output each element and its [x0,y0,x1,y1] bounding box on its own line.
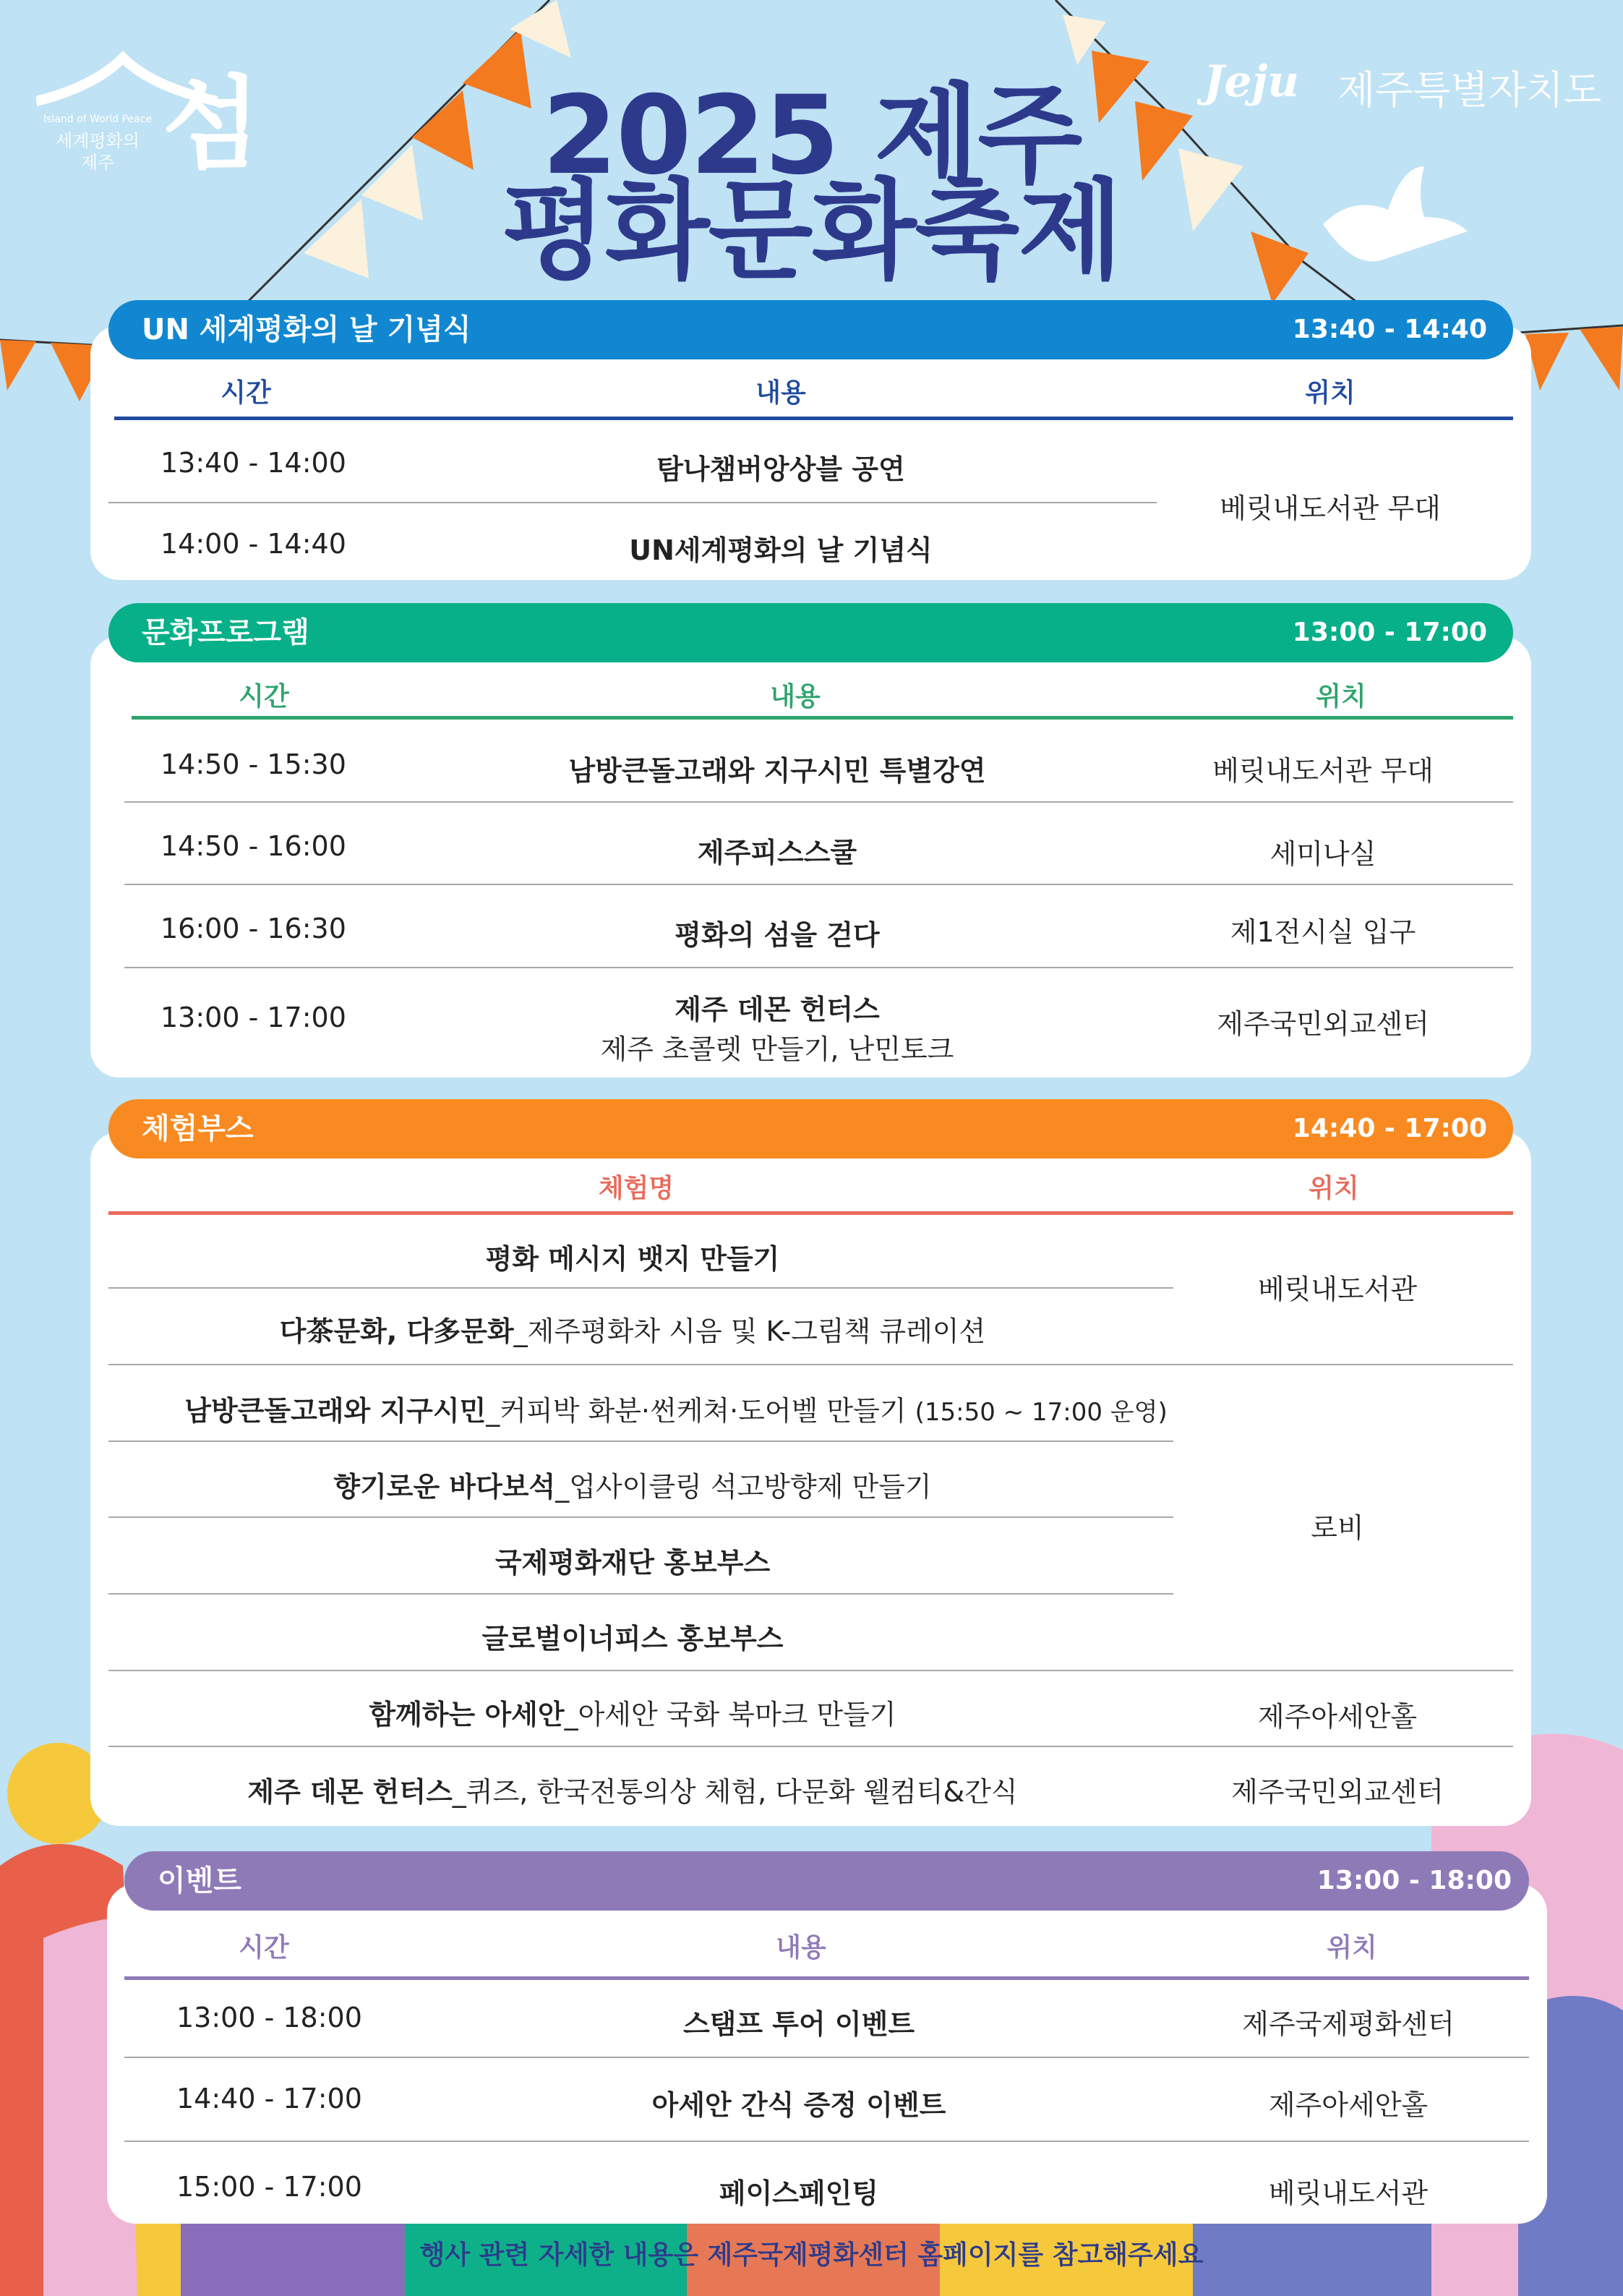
experience-section-time: 14:40 - 17:00 [1292,1114,1487,1143]
event-header-time: 시간 [239,1933,289,1963]
experience-row-divider [108,1441,1173,1442]
culture-header-time: 시간 [239,682,289,712]
experience-row-title: 제주 데몬 헌터스 [247,1776,453,1808]
experience-location: 제주국민외교센터 [1231,1776,1444,1808]
culture-row-time: 16:00 - 16:30 [160,913,346,944]
culture-row-divider [124,884,1513,885]
event-row-content: 스탬프 투어 이벤트 [682,2008,915,2040]
experience-row-title: 평화 메시지 뱃지 만들기 [485,1243,780,1275]
culture-row-location: 제주국민외교센터 [1217,1008,1429,1040]
culture-header-content: 내용 [770,682,821,712]
experience-row-divider [108,1670,1513,1671]
culture-row-location: 베릿내도서관 무대 [1212,755,1434,787]
event-row-content: 아세안 간식 증정 이벤트 [651,2089,946,2121]
un-header-time: 시간 [220,378,271,408]
experience-row-divider [108,1516,1173,1518]
experience-section-header [108,1099,1513,1158]
experience-row-divider [108,1287,1173,1289]
experience-section-title: 체험부스 [142,1112,254,1145]
event-section-title: 이벤트 [158,1864,241,1898]
culture-row-location: 세미나실 [1269,838,1376,870]
un-row-content: UN세계평화의 날 기념식 [629,534,933,566]
experience-row-divider [108,1746,1513,1747]
experience-row-title: 다茶문화, 다多문화 [279,1315,514,1347]
culture-row-content: 제주피스스쿨 [697,837,857,869]
culture-row-divider [124,967,1513,968]
event-section-header [124,1851,1529,1911]
culture-row-content-sub: 제주 초콜렛 만들기, 난민토크 [600,1033,954,1065]
experience-row-title: 향기로운 바다보석 [333,1471,556,1503]
un-header-content: 내용 [755,378,806,408]
event-row-time: 14:40 - 17:00 [176,2083,362,2114]
experience-row [108,1237,1157,1276]
experience-row-detail: _퀴즈, 한국전통의상 체험, 다문화 웰컴티&간식 [452,1776,1018,1808]
culture-header-location: 위치 [1316,682,1366,712]
experience-location: 제주아세안홀 [1257,1701,1418,1733]
event-row-divider [124,2141,1529,2142]
un-row-time: 14:00 - 14:40 [160,528,346,560]
un-section-header [108,300,1513,359]
peace-island-mark: 섬 [163,66,261,184]
event-row-location: 제주아세안홀 [1268,2089,1429,2121]
experience-row [108,1540,1157,1580]
un-section-time: 13:40 - 14:40 [1292,315,1487,344]
culture-row-time: 14:50 - 15:30 [160,748,346,780]
experience-row-detail: _아세안 국화 북마크 만들기 [564,1699,896,1730]
culture-row-location: 제1전시실 입구 [1230,916,1416,948]
un-row-divider [108,502,1157,503]
experience-location: 베릿내도서관 [1257,1273,1418,1305]
experience-row-detail: _업사이클링 석고방향제 만들기 [555,1471,932,1503]
event-row-location: 제주국제평화센터 [1242,2008,1455,2040]
experience-row [108,1388,1243,1428]
event-row-time: 13:00 - 18:00 [176,2002,362,2033]
event-row-content: 페이스페인팅 [719,2177,879,2209]
un-section-title: UN 세계평화의 날 기념식 [142,313,471,346]
experience-row [108,1692,1157,1732]
un-header-location: 위치 [1305,378,1356,408]
culture-row-time: 14:50 - 16:00 [160,830,346,862]
culture-row-divider [124,801,1513,803]
un-row-content: 탐나챔버앙상블 공연 [656,453,905,485]
event-row-location: 베릿내도서관 [1268,2177,1429,2209]
un-location: 베릿내도서관 무대 [1220,492,1441,524]
experience-row-detail: _커피박 화분·썬케쳐·도어벨 만들기 [486,1395,907,1427]
event-header-content: 내용 [776,1933,826,1963]
experience-row [108,1770,1157,1809]
event-row-divider [124,2057,1529,2058]
experience-header-line [108,1211,1513,1215]
experience-row-divider [108,1364,1513,1365]
festival-title-line2: 평화문화축제 [501,168,1122,294]
experience-header-name: 체험명 [598,1174,675,1203]
event-header-line [124,1976,1529,1980]
culture-row-content: 남방큰돌고래와 지구시민 특별강연 [568,755,986,787]
experience-row-detail: _제주평화차 시음 및 K-그림책 큐레이션 [513,1315,986,1347]
un-header-line [114,417,1513,420]
experience-row-title: 함께하는 아세안 [369,1699,565,1730]
event-section-time: 13:00 - 18:00 [1316,1866,1512,1895]
culture-row-time: 13:00 - 17:00 [160,1002,346,1033]
experience-row-title: 남방큰돌고래와 지구시민 [184,1395,487,1427]
festival-title-line1: 2025 제주 [541,73,1082,199]
jeju-government-label: 제주특별자치도 [1337,67,1602,113]
footer-note: 행사 관련 자세한 내용은 제주국제평화센터 홈페이지를 참고해주세요 [419,2240,1204,2270]
experience-row [108,1309,1157,1349]
jeju-logo: Jeju [1204,56,1299,107]
experience-row-title: 국제평화재단 홍보부스 [494,1547,771,1579]
un-row-time: 13:40 - 14:00 [160,447,346,479]
experience-row-divider [108,1593,1173,1595]
event-row-time: 15:00 - 17:00 [176,2171,362,2203]
culture-section-time: 13:00 - 17:00 [1292,618,1487,647]
culture-section-header [108,603,1513,662]
culture-row-content: 제주 데몬 헌터스 [675,994,880,1025]
experience-header-location: 위치 [1309,1174,1359,1203]
culture-section-title: 문화프로그램 [142,616,309,649]
experience-row [108,1464,1157,1504]
experience-location: 로비 [1311,1512,1364,1544]
experience-row-note: (15:50 ~ 17:00 운영) [915,1398,1168,1427]
experience-row-title: 글로벌이너피스 홍보부스 [481,1623,784,1655]
event-header-location: 위치 [1327,1933,1377,1963]
peace-island-logo: Island of World Peace 세계평화의 제주 [43,108,152,174]
culture-row-content: 평화의 섬을 걷다 [675,919,880,951]
culture-header-line [132,716,1513,720]
experience-row [108,1616,1157,1656]
